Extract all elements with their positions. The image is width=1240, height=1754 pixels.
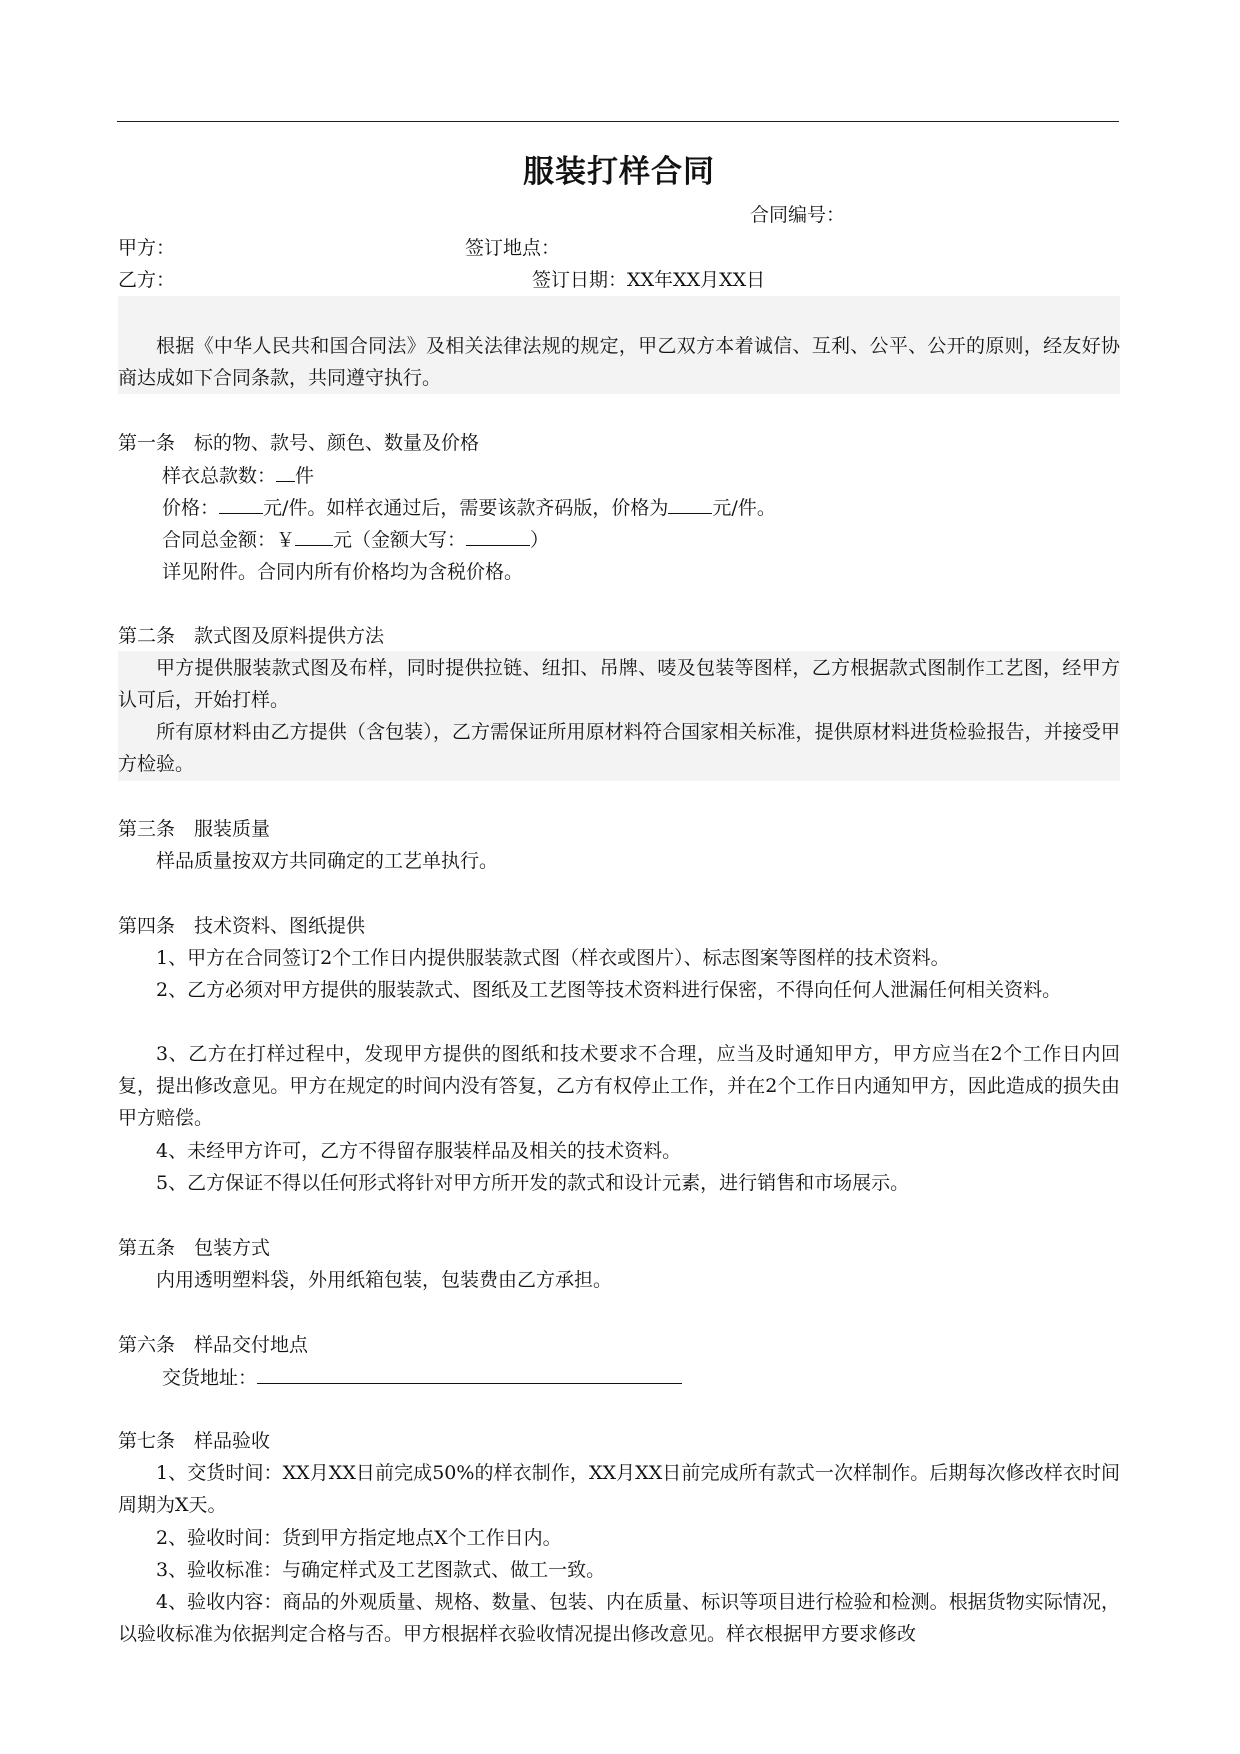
article-7-item-3: 3、验收标准：与确定样式及工艺图款式、做工一致。 — [156, 1559, 606, 1581]
amount-in-words-label: 元（金额大写： — [333, 529, 467, 551]
article-7-item-1: 1、交货时间：XX月XX日前完成50%的样衣制作，XX月XX日前完成所有款式一次样制作。后期每次修改样衣时间周期为X天。 — [118, 1462, 1120, 1516]
article-2-paragraph-2: 所有原材料由乙方提供（含包装），乙方需保证所用原材料符合国家相关标准，提供原材料进货检验报告，并接受甲方检验。 — [118, 721, 1120, 775]
article-4-item-5: 5、乙方保证不得以任何形式将针对甲方所开发的款式和设计元素，进行销售和市场展示。 — [156, 1172, 910, 1194]
total-amount-blank — [295, 523, 333, 546]
article-6-heading: 第六条 样品交付地点 — [118, 1334, 309, 1356]
price-middle-text: 元/件。如样衣通过后，需要该款齐码版，价格为 — [263, 497, 669, 519]
party-b-label: 乙方： — [118, 269, 176, 291]
price-line — [162, 491, 776, 523]
signing-place-label: 签订地点： — [465, 237, 561, 259]
article-7-heading: 第七条 样品验收 — [118, 1430, 271, 1452]
preamble-paragraph: 根据《中华人民共和国合同法》及相关法律法规的规定，甲乙双方本着诚信、互利、公平、公开的原则，经友好协商达成如下合同条款，共同遵守执行。 — [118, 335, 1120, 389]
article-4-item-2: 2、乙方必须对甲方提供的服装款式、图纸及工艺图等技术资料进行保密，不得向任何人泄漏任何相关资料。 — [156, 979, 1062, 1001]
article-3-paragraph-1: 样品质量按双方共同确定的工艺单执行。 — [156, 850, 499, 872]
price-label: 价格： — [162, 497, 220, 519]
article-3-heading: 第三条 服装质量 — [118, 818, 271, 840]
header-rule — [117, 121, 1119, 122]
price-blank — [219, 491, 263, 514]
article-4-item-4: 4、未经甲方许可，乙方不得留存服装样品及相关的技术资料。 — [156, 1140, 682, 1162]
attachment-note: 详见附件。合同内所有价格均为含税价格。 — [162, 561, 524, 583]
article-5-heading: 第五条 包装方式 — [118, 1237, 271, 1259]
party-a-label: 甲方： — [118, 237, 176, 259]
delivery-address-blank — [257, 1361, 682, 1384]
amount-in-words-blank — [466, 523, 530, 546]
amount-close-paren: ） — [530, 529, 550, 551]
contract-number-label: 合同编号： — [750, 204, 846, 226]
article-7-item-4: 4、验收内容：商品的外观质量、规格、数量、包装、内在质量、标识等项目进行检验和检测。根据货物实际情况，以验收标准为依据判定合格与否。甲方根据样衣验收情况提出修改意见。样衣根据甲方要求修改 — [118, 1591, 1120, 1645]
sample-count-unit: 件 — [295, 465, 315, 487]
sample-count-line — [162, 459, 314, 491]
article-4-heading: 第四条 技术资料、图纸提供 — [118, 915, 366, 937]
full-size-price-blank — [668, 491, 712, 514]
article-1-heading: 第一条 标的物、款号、颜色、数量及价格 — [118, 432, 480, 454]
delivery-address-label: 交货地址： — [162, 1367, 258, 1389]
sample-count-label: 样衣总款数： — [162, 465, 277, 487]
contract-title: 服装打样合同 — [523, 154, 715, 190]
total-amount-label: 合同总金额：￥ — [162, 529, 296, 551]
article-7-item-2: 2、验收时间：货到甲方指定地点X个工作日内。 — [156, 1527, 562, 1549]
article-2-paragraph-1: 甲方提供服装款式图及布样，同时提供拉链、纽扣、吊牌、唛及包装等图样，乙方根据款式图制作工艺图，经甲方认可后，开始打样。 — [118, 657, 1120, 711]
delivery-address-line — [162, 1361, 682, 1393]
signing-date: 签订日期：XX年XX月XX日 — [532, 269, 766, 291]
article-4-item-1: 1、甲方在合同签订2个工作日内提供服装款式图（样衣或图片）、标志图案等图样的技术资料。 — [156, 947, 950, 969]
article-5-paragraph-1: 内用透明塑料袋，外用纸箱包装，包装费由乙方承担。 — [156, 1269, 613, 1291]
article-4-item-3: 3、乙方在打样过程中，发现甲方提供的图纸和技术要求不合理，应当及时通知甲方，甲方应当在2个工作日内回复，提出修改意见。甲方在规定的时间内没有答复，乙方有权停止工作，并在2个工作日内通知甲方，因此造成的损失由甲方赔偿。 — [118, 1043, 1120, 1129]
article-2-heading: 第二条 款式图及原料提供方法 — [118, 625, 385, 647]
price-unit: 元/件。 — [712, 497, 776, 519]
sample-count-blank — [276, 459, 295, 482]
total-amount-line — [162, 523, 549, 555]
